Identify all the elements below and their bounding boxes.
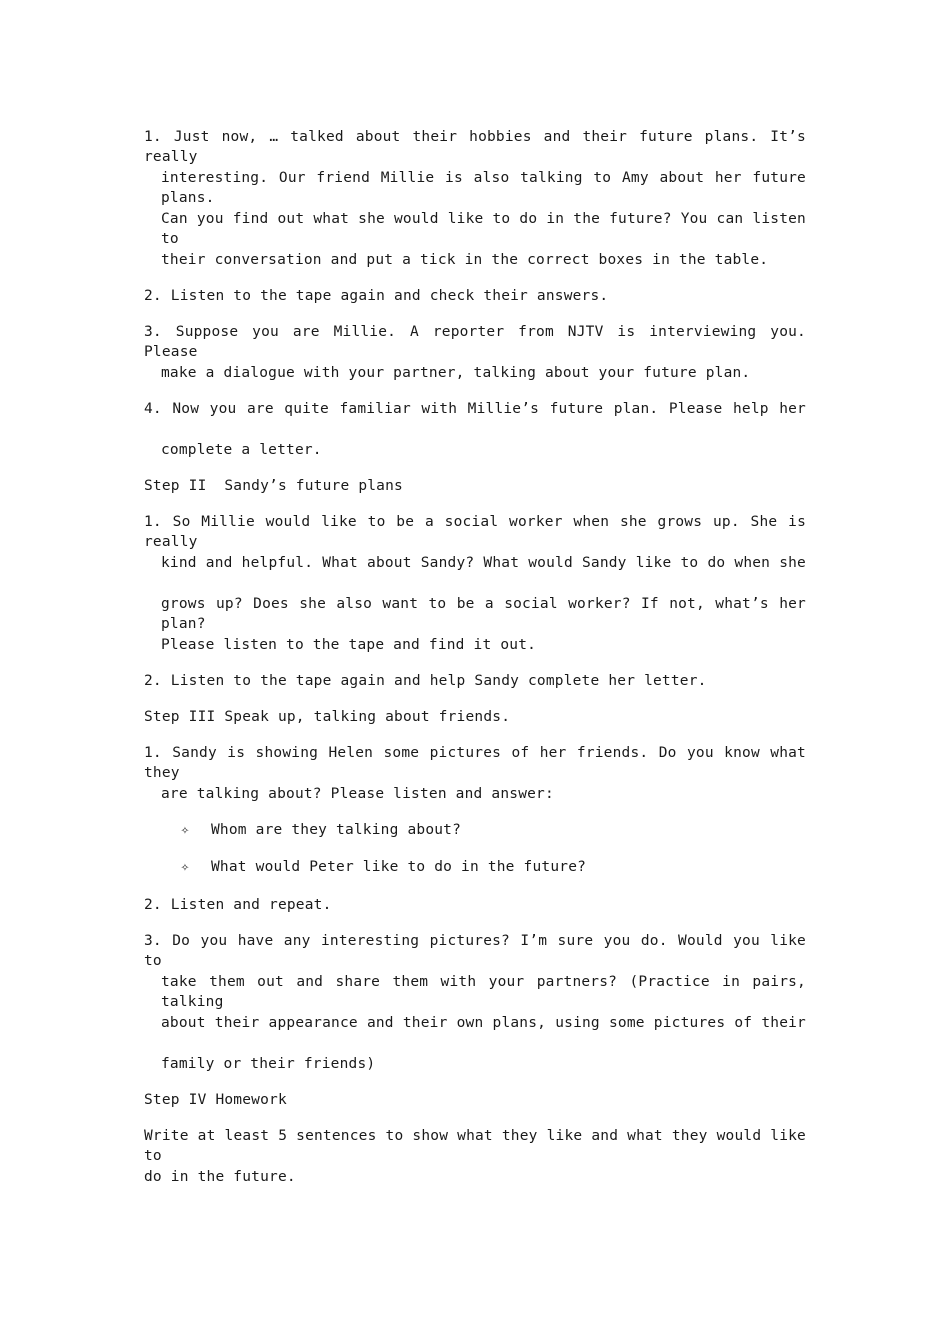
text-line: Please listen to the tape and find it out. bbox=[161, 637, 537, 653]
diamond-bullet-icon: ✧ bbox=[180, 822, 190, 838]
text-line: their conversation and put a tick in the correct boxes in the table. bbox=[161, 252, 769, 268]
text-line: 2. Listen to the tape again and check their answers. bbox=[144, 288, 609, 304]
text-line: kind and helpful. What about Sandy? What would Sandy like to do when she bbox=[161, 555, 806, 571]
text-line: 3. Suppose you are Millie. A reporter from NJTV is interviewing you. Please bbox=[144, 324, 806, 360]
text-line: 4. Now you are quite familiar with Millie’s future plan. Please help her bbox=[144, 401, 806, 417]
text-line: Write at least 5 sentences to show what they like and what they would like to bbox=[144, 1128, 806, 1164]
section-heading: Step II Sandy’s future plans bbox=[144, 478, 403, 494]
text-line: complete a letter. bbox=[161, 442, 322, 458]
section-heading: Step IV Homework bbox=[144, 1092, 287, 1108]
text-line: take them out and share them with your partners? (Practice in pairs, talking bbox=[161, 974, 806, 1010]
text-line: interesting. Our friend Millie is also talking to Amy about her future plans. bbox=[161, 170, 806, 206]
text-line: 1. Sandy is showing Helen some pictures of her friends. Do you know what they bbox=[144, 745, 806, 781]
question-item: What would Peter like to do in the future? bbox=[211, 859, 587, 875]
section-heading: Step III Speak up, talking about friends. bbox=[144, 709, 511, 725]
text-line: 1. So Millie would like to be a social worker when she grows up. She is really bbox=[144, 514, 806, 550]
text-line: grows up? Does she also want to be a social worker? If not, what’s her plan? bbox=[161, 596, 806, 632]
text-line: 3. Do you have any interesting pictures? I’m sure you do. Would you like to bbox=[144, 933, 806, 969]
text-line: 1. Just now, … talked about their hobbies and their future plans. It’s really bbox=[144, 129, 806, 165]
text-line: are talking about? Please listen and answer: bbox=[161, 786, 554, 802]
text-line: Can you find out what she would like to do in the future? You can listen to bbox=[161, 211, 806, 247]
diamond-bullet-icon: ✧ bbox=[180, 859, 190, 875]
question-item: Whom are they talking about? bbox=[211, 822, 462, 838]
text-line: 2. Listen and repeat. bbox=[144, 897, 332, 913]
text-line: 2. Listen to the tape again and help Sandy complete her letter. bbox=[144, 673, 707, 689]
text-line: family or their friends) bbox=[161, 1056, 376, 1072]
text-line: about their appearance and their own plans, using some pictures of their bbox=[161, 1015, 806, 1031]
text-line: make a dialogue with your partner, talking about your future plan. bbox=[161, 365, 751, 381]
text-line: do in the future. bbox=[144, 1169, 296, 1185]
